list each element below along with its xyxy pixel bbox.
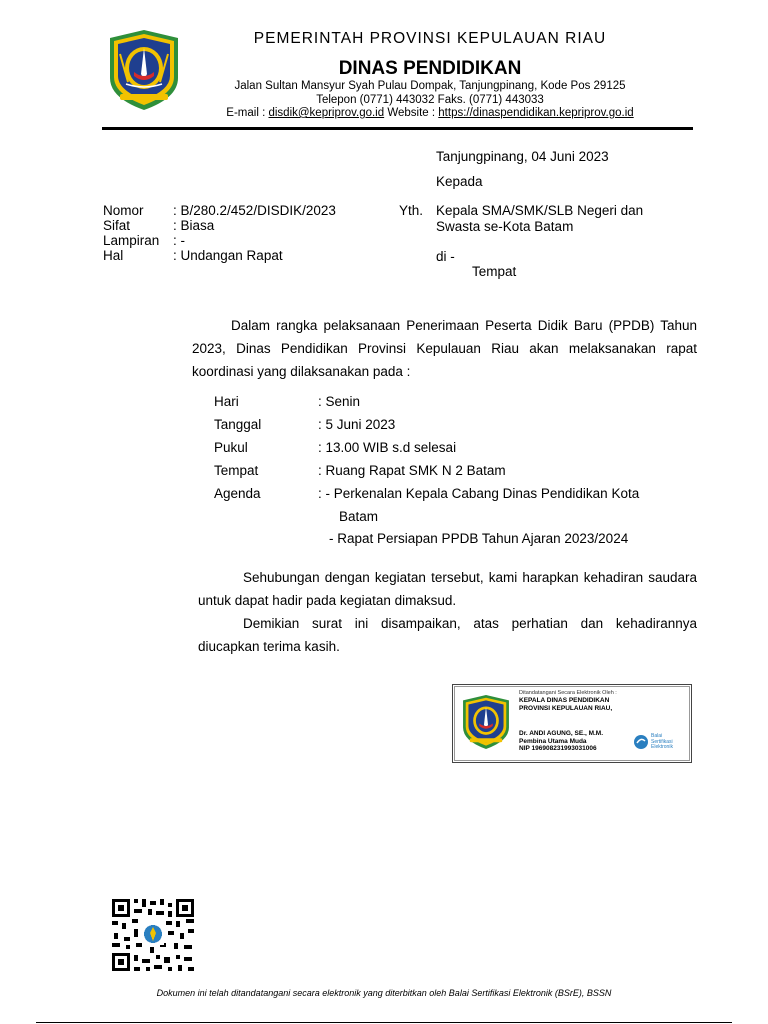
footer-note: Dokumen ini telah ditandatangani secara elektronik yang diterbitkan oleh Balai Sertifikasi Elektronik (BSrE), BSSN [156, 988, 612, 998]
bsre-text: Balai Sertifikasi Elektronik [651, 733, 673, 750]
province-crest-logo [104, 28, 184, 112]
schedule-value: : Senin [318, 394, 361, 409]
body-paragraph-2: Sehubungan dengan kegiatan tersebut, kami harapkan kehadiran saudara untuk dapat hadir pada kegiatan dimaksud. [198, 570, 697, 608]
agency-name: DINAS PENDIDIKAN [338, 58, 522, 79]
recipient-line1: Kepala SMA/SMK/SLB Negeri dan [436, 203, 644, 218]
signer-rank: Pembina Utama Muda [519, 737, 587, 745]
meta-value: : B/280.2/452/DISDIK/2023 [173, 203, 336, 218]
meta-label: Sifat [103, 218, 131, 233]
agenda-item-2: - Rapat Persiapan PPDB Tahun Ajaran 2023/2024 [329, 531, 629, 546]
schedule-label: Agenda [214, 486, 261, 501]
website-link[interactable]: https://dinaspendidikan.kepriprov.go.id [438, 107, 634, 119]
kepada-label: Kepada [436, 174, 483, 189]
schedule-value: : 5 Juni 2023 [318, 417, 396, 432]
qr-code[interactable] [110, 897, 196, 973]
footer-divider [36, 1022, 732, 1023]
signature-crest-logo [459, 691, 513, 753]
signer-nip: NIP 196908231993031006 [519, 745, 597, 752]
phone-line: Telepon (0771) 443032 Faks. (0771) 443033 [316, 93, 544, 106]
schedule-label: Hari [214, 394, 239, 409]
position-line-2: PROVINSI KEPULAUAN RIAU, [519, 704, 613, 712]
position-line-1: KEPALA DINAS PENDIDIKAN [519, 697, 610, 704]
letterhead-contact [200, 80, 660, 121]
schedule-label: Tanggal [214, 417, 262, 432]
email-link[interactable]: disdik@kepriprov.go.id [268, 107, 385, 119]
meta-label: Lampiran [103, 233, 160, 248]
address-line: Jalan Sultan Mansyur Syah Pulau Dompak, Tanjungpinang, Kode Pos 29125 [234, 80, 626, 92]
meta-label: Nomor [103, 203, 144, 218]
yth-label: Yth. [399, 203, 424, 218]
signed-by-label: Ditandatangani Secara Elektronik Oleh : [519, 690, 617, 696]
meta-value: : - [173, 233, 185, 248]
recipient-tempat: Tempat [472, 264, 517, 279]
schedule-value: : Ruang Rapat SMK N 2 Batam [318, 463, 506, 478]
email-label: E-mail : [226, 107, 266, 119]
signer-position [519, 697, 612, 712]
body-paragraph-3: Demikian surat ini disampaikan, atas perhatian dan kehadirannya diucapkan terima kasih. [198, 616, 697, 654]
place-date: Tanjungpinang, 04 Juni 2023 [436, 149, 609, 164]
bsre-logo [633, 731, 689, 755]
schedule-label: Tempat [214, 463, 259, 478]
signer-details [519, 730, 603, 753]
signer-name: Dr. ANDI AGUNG, SE., M.M. [519, 730, 604, 737]
website-label: Website : [387, 107, 436, 119]
agenda-item-1: : - Perkenalan Kepala Cabang Dinas Pendidikan Kota [318, 486, 640, 501]
letterhead-divider [102, 127, 693, 130]
agenda-item-1-continued: Batam [339, 509, 379, 524]
schedule-label: Pukul [214, 440, 248, 455]
recipient-line2: Swasta se-Kota Batam [436, 219, 574, 234]
government-name: PEMERINTAH PROVINSI KEPULAUAN RIAU [253, 30, 607, 47]
bsre-icon [633, 734, 649, 750]
electronic-signature-box [452, 684, 692, 763]
meta-label: Hal [103, 248, 124, 263]
body-paragraph-1: Dalam rangka pelaksanaan Penerimaan Peserta Didik Baru (PPDB) Tahun 2023, Dinas Pendidikan Provinsi Kepulauan Riau akan melaksanakan rapat koordinasi yang dilaksanakan pada : [192, 318, 697, 379]
schedule-value: : 13.00 WIB s.d selesai [318, 440, 457, 455]
meta-value: : Undangan Rapat [173, 248, 283, 263]
recipient-di: di - [436, 249, 455, 264]
meta-value: : Biasa [173, 218, 215, 233]
email-website-line [200, 107, 660, 121]
